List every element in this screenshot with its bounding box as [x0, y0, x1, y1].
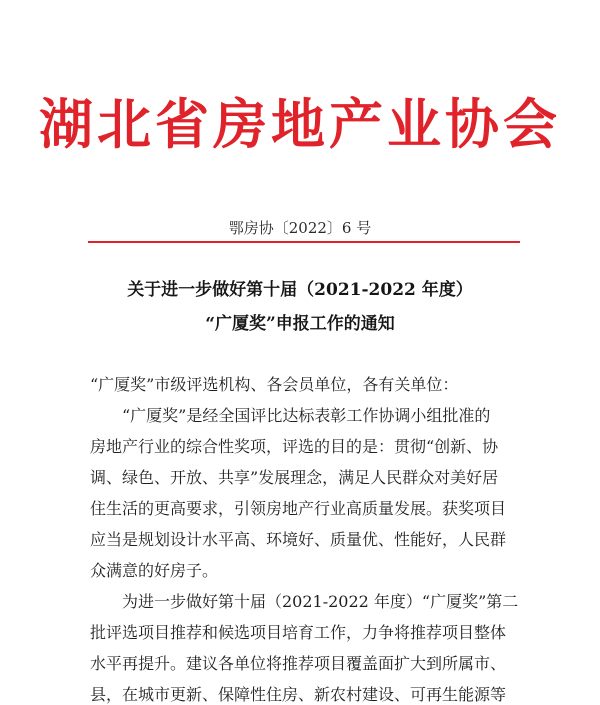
body-line: 为进一步做好第十届（2021-2022 年度）“广厦奖”第二	[122, 592, 519, 611]
body-line: 水平再提升。建议各单位将推荐项目覆盖面扩大到所属市、	[90, 654, 507, 673]
body-line: 批评选项目推荐和候选项目培育工作，力争将推荐项目整体	[90, 623, 507, 642]
issuing-organization-header: 湖北省房地产业协会	[39, 92, 561, 156]
body-line: 住生活的更高要求，引领房地产行业高质量发展。获奖项目	[90, 499, 507, 518]
body-line: 应当是规划设计水平高、环境好、质量优、性能好，人民群	[90, 530, 507, 549]
notice-title-line-2: “广厦奖”申报工作的通知	[205, 314, 395, 334]
body-line: 调、绿色、开放、共享”发展理念，满足人民群众对美好居	[90, 468, 499, 487]
salutation: “广厦奖”市级评选机构、各会员单位，各有关单位：	[90, 375, 459, 394]
document-number: 鄂房协〔2022〕6 号	[228, 219, 372, 237]
red-divider-line	[88, 241, 520, 243]
body-line: 众满意的好房子。	[90, 561, 219, 580]
body-line: “广厦奖”是经全国评比达标表彰工作协调小组批准的	[122, 406, 491, 425]
body-line: 房地产行业的综合性奖项，评选的目的是：贯彻“创新、协	[90, 437, 499, 456]
notice-title-line-1: 关于进一步做好第十届（2021-2022 年度）	[127, 280, 473, 300]
body-line: 县，在城市更新、保障性住房、新农村建设、可再生能源等	[90, 685, 507, 704]
